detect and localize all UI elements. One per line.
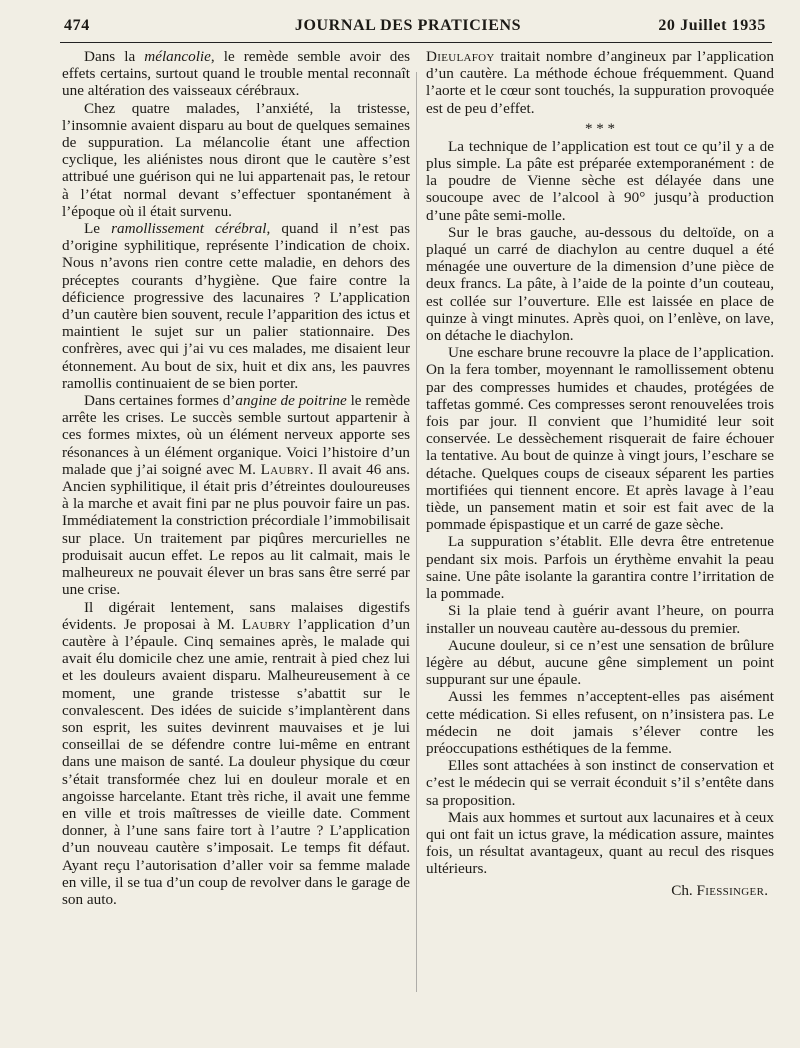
journal-title: JOURNAL DES PRATICIENS [294,17,522,34]
emphasis-term: angine de poitrine [235,392,347,410]
signature: Ch. Fiessinger. [671,881,768,899]
paragraph: La suppuration s’établit. Elle devra être entretenue pendant six mois. Parfois un érythème envahit la peau saine. Une pâte isolante la garantira contre l’irritation de la pommade. [426,533,774,603]
paragraph: Aucune douleur, si ce n’est une sensation de brûlure légère au début, aucune gêne simplement un point suppurant sur une épaule. [426,636,774,689]
header-rule [60,42,772,43]
column-divider [416,72,417,992]
paragraph: Chez quatre malades, l’anxiété, la tristesse, l’insomnie avaient disparu au bout de quelques semaines de suppuration. La mélancolie étant une affection cyclique, les aliénistes nous diront que le cautère s’est attribué une guérison qui ne lui appartenait pas, le retour à l’état normal devant s’effectuer spontanément à l’époque où il était survenu. [62,99,410,220]
left-column [62,48,410,908]
paragraph: Une eschare brune recouvre la place de l’application. On la fera tomber, moyennant le ramollissement obtenu par des compresses humides et chaudes, protégées de taffetas gommé. Ces compresses seront renouvelées trois fois par jour. Il convient que l’humidité leur soit conservée. Le dessèchement risquerait de faire échouer la tentative. Au bout de quinze à vingt jours, l’eschare se détache. Quelques coups de ciseaux séparent les parties mortifiées qui tiennent encore. Et après lavage à l’eau tiède, un pansement matin et soir est fait avec de la pommade épispastique et un carré de gaze sèche. [426,344,774,534]
issue-date: 20 Juillet 1935 [658,17,766,34]
paragraph-melancolie: Dans la mélancolie, le remède semble avoir des effets certains, surtout quand le trouble mental reconnaît une altération des vaisseaux cérébraux. [62,48,410,100]
paragraph: Aussi les femmes n’acceptent-elles pas aisément cette médication. Si elles refusent, on n’insistera pas. Le médecin ne doit jamais s’élever contre les préoccupations esthétiques de la femme. [426,688,774,757]
paragraph: Si la plaie tend à guérir avant l’heure, on pourra installer un nouveau cautère au-dessous du premier. [426,602,774,637]
right-column [426,48,774,899]
author-name: Dieulafoy [426,48,495,65]
author-name: Laubry [260,460,310,478]
emphasis-term: mélancolie [144,48,211,65]
paragraph: Elles sont attachées à son instinct de conservation et c’est le médecin qui se verrait éconduit s’il s’entête dans sa proposition. [426,757,774,809]
author-name: Fiessinger [696,881,765,899]
paragraph-dieulafoy: Dieulafoy traitait nombre d’angineux par l’application d’un cautère. La méthode échoue fréquemment. Quand l’aorte et le cœur sont touchés, la suppuration provoquée est de peu d’effet. [426,48,774,117]
paragraph-angine: Dans certaines formes d’angine de poitrine le remède arrête les crises. Le succès semble surtout appartenir à ces formes mixtes, où un élément nerveux apporte ses résonances à un élément organique. Voici l’histoire d’un malade que j’ai soigné avec M. Laubry. Il avait 46 ans. Ancien syphilitique, il était pris d’étreintes douloureuses à la marche et avait fini par ne plus pouvoir faire un pas. Immédiatement la constriction précordiale l’immobilisait sur place. Un traitement par piqûres mercurielles ne produisait aucun effet. Le repos au lit calmait, mais le malheureux ne pouvait élever un bras sans être serré par une crise. [62,392,411,599]
asterism: * * * [585,120,615,137]
paragraph: Mais aux hommes et surtout aux lacunaires et à ceux qui ont fait un ictus grave, la médication assure, maintes fois, un résultat avantageux, quant au recul des risques ultérieurs. [426,808,774,878]
paragraph: La technique de l’application est tout ce qu’il y a de plus simple. La pâte est préparée extemporanément : de la poudre de Vienne sèche est délayée dans une soucoupe avec de l’alcool à 90° jusqu’à production d’une pâte semi-molle. [426,137,774,224]
paragraph: Sur le bras gauche, au-dessous du deltoïde, on a plaqué un carré de diachylon au centre duquel a été ménagée une ouverture de la dimension d’une pièce de deux francs. La pâte, à l’aide de la pointe d’un couteau, est collée sur l’ouverture. Elle est laissée en place de quinze à vingt minutes. Après quoi, on l’enlève, on lave, on détache le diachylon. [426,223,774,345]
emphasis-term: ramollissement cérébral [111,220,267,238]
paragraph-ramollissement: Le ramollissement cérébral, quand il n’est pas d’origine syphilitique, représente l’indication de choix. Nous n’avons rien contre cette maladie, en dehors des préceptes courants d’hygiène. Que faire contre la déficience progressive des lacunaires ? L’application d’un cautère bien souvent, recule l’apparition des ictus et maintient le sujet sur un palier stationnaire. Des confrères, avec qui j’ai vu ces malades, me disaient leur étonnement. Au bout de six, huit et dix ans, les pauvres ramollis continuaient de se bien porter. [62,220,410,392]
author-name: Laubry [241,615,291,633]
page-header [0,0,800,48]
paragraph: Il digérait lentement, sans malaises digestifs évidents. Je proposai à M. Laubry l’application d’un cautère à l’épaule. Cinq semaines après, le malade qui avait élu domicile chez une amie, rentrait à pied chez lui et les douleurs avaient disparu. Malheureusement à ce moment, une grande tristesse s’abattit sur le convalescent. Des idées de suicide s’implantèrent dans son esprit, les suites devinrent mauvaises et je lui conseillai de se défendre contre lui-même en entrant dans une maison de santé. La douleur physique du cœur s’était transformée chez lui en douleur morale et en angoisse harcelante. Etant très riche, il avait une femme en ville et trois maîtresses de vieille date. Comment donner, à l’une sans faire tort à l’autre ? L’application d’un nouveau cautère s’imposait. Le temps fit défaut. Ayant reçu l’autorisation d’aller voir sa femme malade en ville, il se tua d’un coup de revolver dans le garage de son auto. [62,598,411,908]
page-number: 474 [64,17,90,34]
section-separator [426,120,774,137]
